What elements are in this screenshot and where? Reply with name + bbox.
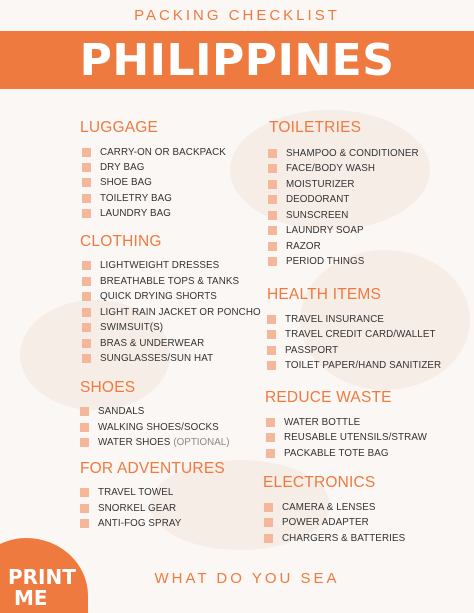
checklist-item[interactable]: FACE/BODY WASH [268,161,375,175]
checkbox[interactable] [82,178,91,187]
checkbox[interactable] [264,503,273,512]
print-badge-line2: ME [14,586,48,610]
checklist-item[interactable]: LAUNDRY SOAP [268,223,364,237]
checkbox[interactable] [267,346,276,355]
checkbox[interactable] [268,164,277,173]
checkbox[interactable] [80,423,89,432]
checklist-item[interactable]: WALKING SHOES/SOCKS [80,420,219,434]
checkbox[interactable] [82,292,91,301]
checkbox[interactable] [82,308,91,317]
section-title-shoes: SHOES [80,379,136,396]
checklist-item[interactable]: SHOE BAG [82,175,152,189]
page-title: PHILIPPINES [79,34,395,86]
checkbox[interactable] [82,163,91,172]
section-title-reduce-waste: REDUCE WASTE [265,389,392,406]
checkbox[interactable] [266,433,275,442]
checklist-item[interactable]: ANTI-FOG SPRAY [80,516,181,530]
title-banner [0,31,474,89]
checklist-item[interactable]: DEODORANT [268,192,350,206]
checklist-item[interactable]: WATER SHOES (OPTIONAL) [80,435,229,449]
section-title-luggage: LUGGAGE [80,119,159,136]
checkbox[interactable] [267,315,276,324]
checklist-item[interactable]: SANDALS [80,404,144,418]
section-title-toiletries: TOILETRIES [269,119,362,136]
checklist-item[interactable]: TOILET PAPER/HAND SANITIZER [267,358,441,372]
checklist-item[interactable]: TRAVEL INSURANCE [267,312,384,326]
checkbox[interactable] [80,504,89,513]
checklist-item[interactable]: PACKABLE TOTE BAG [266,446,389,460]
optional-note: (OPTIONAL) [173,436,230,448]
checkbox[interactable] [80,407,89,416]
checkbox[interactable] [266,418,275,427]
checklist-subtitle: PACKING CHECKLIST [134,7,340,24]
checkbox[interactable] [268,149,277,158]
checklist-item[interactable]: TRAVEL CREDIT CARD/WALLET [267,327,436,341]
checklist-item[interactable]: TRAVEL TOWEL [80,485,173,499]
checkbox[interactable] [268,195,277,204]
checkbox[interactable] [80,438,89,447]
checkbox[interactable] [267,361,276,370]
checklist-item[interactable]: SHAMPOO & CONDITIONER [268,146,419,160]
checkbox[interactable] [268,211,277,220]
checklist-item[interactable]: MOISTURIZER [268,177,355,191]
checkbox[interactable] [82,148,91,157]
checklist-item[interactable]: REUSABLE UTENSILS/STRAW [266,430,427,444]
section-title-health: HEALTH ITEMS [267,286,382,303]
checklist-item[interactable]: LIGHTWEIGHT DRESSES [82,258,219,272]
checkbox[interactable] [268,226,277,235]
section-title-electronics: ELECTRONICS [263,474,376,491]
checklist-item[interactable]: PERIOD THINGS [268,254,364,268]
checkbox[interactable] [82,323,91,332]
checkbox[interactable] [264,534,273,543]
checkbox[interactable] [268,257,277,266]
checkbox[interactable] [80,488,89,497]
checkbox[interactable] [267,330,276,339]
print-badge-line1: PRINT [8,565,76,589]
section-title-adventures: FOR ADVENTURES [80,460,225,477]
checkbox[interactable] [82,261,91,270]
checkbox[interactable] [82,209,91,218]
checklist-item[interactable]: RAZOR [268,239,321,253]
footer-brand: WHAT DO YOU SEA [154,570,340,587]
checklist-item[interactable]: LAUNDRY BAG [82,206,171,220]
checkbox[interactable] [82,194,91,203]
section-title-clothing: CLOTHING [80,233,162,250]
checklist-item[interactable]: BREATHABLE TOPS & TANKS [82,274,239,288]
checkbox[interactable] [268,180,277,189]
checklist-item[interactable]: CARRY-ON OR BACKPACK [82,145,226,159]
checklist-item[interactable]: POWER ADAPTER [264,515,369,529]
checkbox[interactable] [268,242,277,251]
checklist-item[interactable]: PASSPORT [267,343,338,357]
checklist-item[interactable]: LIGHT RAIN JACKET OR PONCHO [82,305,261,319]
checklist-item[interactable]: BRAS & UNDERWEAR [82,336,204,350]
checkbox[interactable] [80,519,89,528]
checklist-item[interactable]: SUNGLASSES/SUN HAT [82,351,213,365]
checklist-item[interactable]: SWIMSUIT(S) [82,320,163,334]
checklist-item[interactable]: CAMERA & LENSES [264,500,376,514]
checklist-item[interactable]: SNORKEL GEAR [80,501,176,515]
checkbox[interactable] [82,354,91,363]
checkbox[interactable] [266,449,275,458]
checklist-item[interactable]: QUICK DRYING SHORTS [82,289,217,303]
checkbox[interactable] [82,339,91,348]
checklist-item[interactable]: SUNSCREEN [268,208,348,222]
checklist-item[interactable]: DRY BAG [82,160,144,174]
checklist-item[interactable]: CHARGERS & BATTERIES [264,531,405,545]
checklist-item[interactable]: TOILETRY BAG [82,191,172,205]
checklist-item[interactable]: WATER BOTTLE [266,415,360,429]
checkbox[interactable] [264,518,273,527]
checkbox[interactable] [82,277,91,286]
